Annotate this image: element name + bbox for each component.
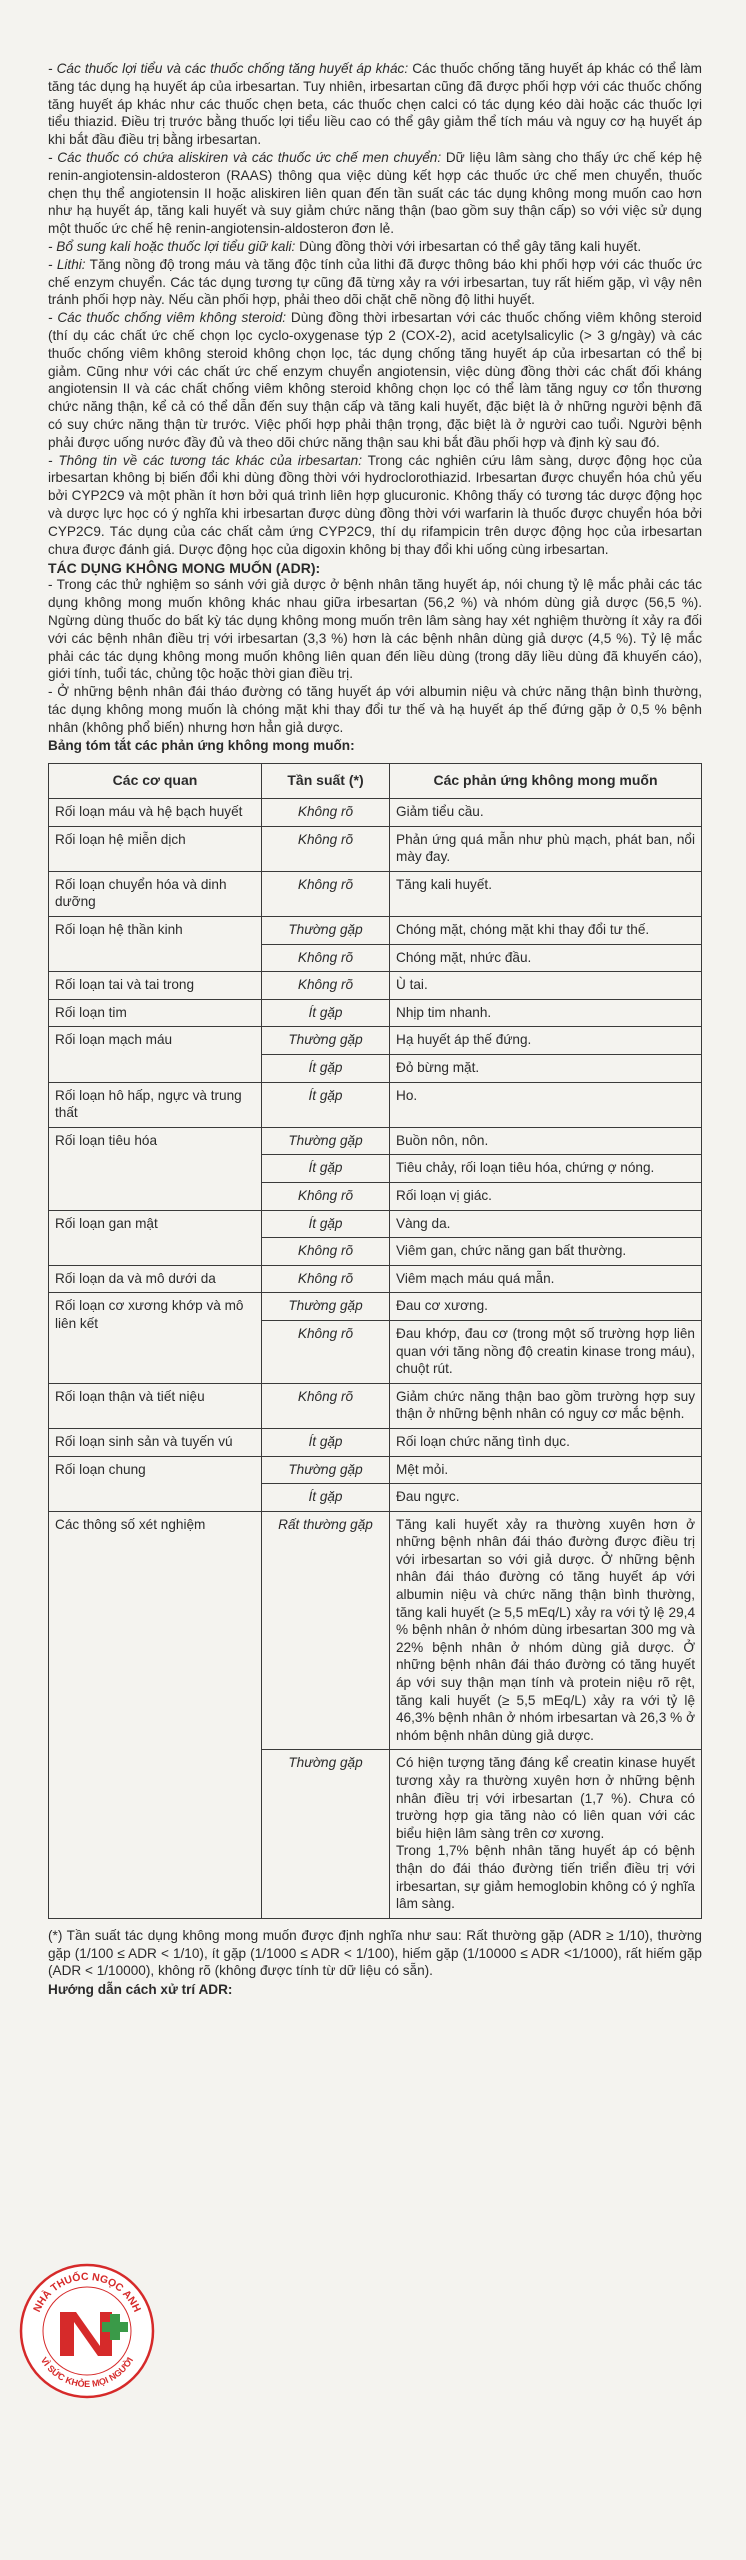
- reaction-cell: Đau ngực.: [390, 1484, 702, 1512]
- frequency-cell: Không rõ: [262, 871, 390, 916]
- organ-cell: Rối loạn hệ thần kinh: [49, 917, 262, 972]
- reaction-paragraph: Có hiện tượng tăng đáng kể creatin kinase huyết tương xảy ra thường xuyên hơn ở những bệnh nhân điều trị với irbesartan (1,7 %). Chưa có trường hợp gia tăng nào có liên quan với các biểu hiện lâm sàng trên cơ xương.: [396, 1755, 695, 1841]
- table-row: [49, 999, 702, 1027]
- reaction-cell: Nhịp tim nhanh.: [390, 999, 702, 1027]
- frequency-cell: Không rõ: [262, 972, 390, 1000]
- interaction-other: - Thông tin về các tương tác khác của irbesartan: Trong các nghiên cứu lâm sàng, dược động học của irbesartan không bị biến đổi khi dùng đồng thời với hydroclorothiazid. Irbesartan được chuyển hóa chủ yếu bởi CYP2C9 và một phần ít hơn bởi quá trình liên hợp glucuronic. Không thấy có tương tác dược động học và dược lực học có ý nghĩa khi irbesartan được dùng đồng thời với warfarin là thuốc được chuyển hóa bởi CYP2C9. Tác dụng của các chất cảm ứng CYP2C9, thí dụ rifampicin trên dược động học của irbesartan chưa được đánh giá. Dược động học của digoxin không bị thay đổi khi uống cùng irbesartan.: [48, 452, 702, 557]
- frequency-footnote: (*) Tần suất tác dụng không mong muốn được định nghĩa như sau: Rất thường gặp (ADR ≥ 1/10), thường gặp (1/100 ≤ ADR < 1/10), ít gặp (1/1000 ≤ ADR < 1/100), hiếm gặp (1/10000 ≤ ADR <1/1000), rất hiếm gặp (ADR < 1/10000), không rõ (không được tính từ dữ liệu có sẵn).: [48, 1927, 702, 1979]
- table-row: [49, 917, 702, 945]
- frequency-cell: Không rõ: [262, 1383, 390, 1428]
- frequency-cell: Thường gặp: [262, 917, 390, 945]
- reaction-cell: Chóng mặt, nhức đầu.: [390, 944, 702, 972]
- table-row: [49, 1383, 702, 1428]
- frequency-cell: Ít gặp: [262, 1082, 390, 1127]
- frequency-cell: Không rõ: [262, 1265, 390, 1293]
- organ-cell: Rối loạn máu và hệ bạch huyết: [49, 799, 262, 827]
- table-row: [49, 1265, 702, 1293]
- organ-cell: Các thông số xét nghiệm: [49, 1511, 262, 1918]
- reaction-cell: Tiêu chảy, rối loạn tiêu hóa, chứng ợ nóng.: [390, 1155, 702, 1183]
- column-header-frequency: Tần suất (*): [262, 764, 390, 799]
- adr-table-header: [49, 764, 702, 799]
- reaction-cell: Hạ huyết áp thế đứng.: [390, 1027, 702, 1055]
- table-row: [49, 1511, 702, 1750]
- frequency-cell: Rất thường gặp: [262, 1511, 390, 1750]
- frequency-cell: Ít gặp: [262, 1210, 390, 1238]
- frequency-cell: Thường gặp: [262, 1456, 390, 1484]
- frequency-cell: Không rõ: [262, 1182, 390, 1210]
- adr-table: [48, 763, 702, 1918]
- frequency-cell: Không rõ: [262, 799, 390, 827]
- reaction-cell: [390, 1750, 702, 1918]
- pharmacy-logo: [16, 2260, 158, 2402]
- frequency-cell: Không rõ: [262, 826, 390, 871]
- frequency-cell: Ít gặp: [262, 1055, 390, 1083]
- reaction-cell: Rối loạn chức năng tình dục.: [390, 1428, 702, 1456]
- reaction-cell: Đau khớp, đau cơ (trong một số trường hợp liên quan với tăng nồng độ creatin kinase trong máu), chuột rút.: [390, 1320, 702, 1383]
- table-row: [49, 1027, 702, 1055]
- organ-cell: Rối loạn hô hấp, ngực và trung thất: [49, 1082, 262, 1127]
- table-row: [49, 799, 702, 827]
- interaction-aliskiren: - Các thuốc có chứa aliskiren và các thuốc ức chế men chuyển: Dữ liệu lâm sàng cho thấy ức chế kép hệ renin-angiotensin-aldosteron (RAAS) thông qua việc dùng kết hợp các thuốc ức chế men chuyển, thuốc chẹn thụ thể angiotensin II hoặc aliskiren liên quan đến tần suất các tác dụng không mong muốn cao hơn như hạ huyết áp, tăng kali huyết và suy giảm chức năng thận (bao gồm suy thận cấp) so với việc sử dụng một thuốc ức chế hệ renin-angiotensin-aldosteron đơn lẻ.: [48, 149, 702, 237]
- reaction-cell: Tăng kali huyết xảy ra thường xuyên hơn ở những bệnh nhân đái tháo đường được điều trị với irbesartan so với giả dược. Ở những bệnh nhân đái tháo đường có tăng huyết áp với albumin niệu và chức năng thận bình thường, tăng kali huyết (≥ 5,5 mEq/L) xảy ra với tỷ lệ 29,4 % bệnh nhân ở nhóm dùng irbesartan 300 mg và 22% bệnh nhân ở nhóm dùng giả dược. Ở những bệnh nhân đái tháo đường có tăng huyết áp với suy thận mạn tính và protein niệu rõ rệt, tăng kali huyết (≥ 5,5 mEq/L) xảy ra với tỷ lệ 46,3% bệnh nhân ở nhóm irbesartan và 26,3 % ở nhóm bệnh nhân dùng giả dược.: [390, 1511, 702, 1750]
- organ-cell: Rối loạn da và mô dưới da: [49, 1265, 262, 1293]
- adr-heading: TÁC DỤNG KHÔNG MONG MUỐN (ADR):: [48, 560, 321, 577]
- organ-cell: Rối loạn cơ xương khớp và mô liên kết: [49, 1293, 262, 1383]
- frequency-cell: Thường gặp: [262, 1293, 390, 1321]
- organ-cell: Rối loạn tiêu hóa: [49, 1127, 262, 1210]
- reaction-cell: Mệt mỏi.: [390, 1456, 702, 1484]
- table-row: [49, 972, 702, 1000]
- frequency-cell: Không rõ: [262, 1238, 390, 1266]
- frequency-cell: Thường gặp: [262, 1750, 390, 1918]
- frequency-cell: Ít gặp: [262, 999, 390, 1027]
- reaction-cell: Ù tai.: [390, 972, 702, 1000]
- organ-cell: Rối loạn mạch máu: [49, 1027, 262, 1082]
- adr-guide-heading: Hướng dẫn cách xử trí ADR:: [48, 1982, 233, 1998]
- table-row: [49, 1082, 702, 1127]
- adr-table-title: Bảng tóm tắt các phản ứng không mong muốn:: [48, 738, 355, 754]
- column-header-organ: Các cơ quan: [49, 764, 262, 799]
- table-row: [49, 1293, 702, 1321]
- reaction-cell: Đau cơ xương.: [390, 1293, 702, 1321]
- frequency-cell: Không rõ: [262, 944, 390, 972]
- frequency-cell: Thường gặp: [262, 1127, 390, 1155]
- organ-cell: Rối loạn chung: [49, 1456, 262, 1511]
- column-header-reaction: Các phản ứng không mong muốn: [390, 764, 702, 799]
- logo-top-text: NHÀ THUỐC NGỌC ANH: [31, 2270, 143, 2315]
- interaction-diuretics: - Các thuốc lợi tiểu và các thuốc chống tăng huyết áp khác: Các thuốc chống tăng huyết áp khác có thể làm tăng tác dụng hạ huyết áp của irbesartan. Tuy nhiên, irbesartan cũng đã được phối hợp với các thuốc chống tăng huyết áp khác như các thuốc chẹn beta, các thuốc chẹn calci có tác dụng kéo dài hoặc các thuốc lợi tiểu thiazid. Điều trị trước bằng thuốc lợi tiểu liều cao có thể gây giảm thể tích máu và nguy cơ hạ huyết áp khi bắt đầu điều trị bằng irbesartan.: [48, 61, 702, 148]
- reaction-cell: Giảm chức năng thận bao gồm trường hợp suy thận ở những bệnh nhân có nguy cơ mắc bệnh.: [390, 1383, 702, 1428]
- reaction-paragraph: Trong 1,7% bệnh nhân tăng huyết áp có bệnh thận do đái tháo đường tiến triển điều trị với irbesartan, sự giảm hemoglobin không có ý nghĩa lâm sàng.: [396, 1843, 695, 1912]
- reaction-cell: Buồn nôn, nôn.: [390, 1127, 702, 1155]
- logo-bottom-text: VÌ SỨC KHỎE MỌI NGƯỜI: [38, 2355, 136, 2390]
- reaction-cell: Viêm mạch máu quá mẫn.: [390, 1265, 702, 1293]
- adr-paragraph-1: - Trong các thử nghiệm so sánh với giả dược ở bệnh nhân tăng huyết áp, nói chung tỷ lệ mắc phải các tác dụng không mong muốn không khác nhau giữa irbesartan (56,2 %) và nhóm dùng giả dược (56,5 %). Ngừng dùng thuốc do bất kỳ tác dụng không mong muốn trên lâm sàng hay xét nghiệm thường ít xảy ra đối với các bệnh nhân điều trị với irbesartan (3,3 %) hơn là các bệnh nhân dùng giả dược (4,5 %). Tỷ lệ mắc phải các tác dụng không mong muốn không liên quan đến liều dùng (trong dãy liều dùng đã khuyến cáo), giới tính, tuổi tác, chủng tộc hoặc thời gian điều trị.: [48, 577, 702, 682]
- organ-cell: Rối loạn chuyển hóa và dinh dưỡng: [49, 871, 262, 916]
- table-row: [49, 1210, 702, 1238]
- table-row: [49, 1456, 702, 1484]
- adr-table-body: [49, 799, 702, 1919]
- organ-cell: Rối loạn thận và tiết niệu: [49, 1383, 262, 1428]
- reaction-cell: Viêm gan, chức năng gan bất thường.: [390, 1238, 702, 1266]
- leaflet-page: [48, 60, 702, 1997]
- reaction-cell: Rối loạn vị giác.: [390, 1182, 702, 1210]
- frequency-cell: Ít gặp: [262, 1428, 390, 1456]
- organ-cell: Rối loạn hệ miễn dịch: [49, 826, 262, 871]
- interaction-nsaid: - Các thuốc chống viêm không steroid: Dùng đồng thời irbesartan với các thuốc chống viêm không steroid (thí dụ các chất ức chế chọn lọc cyclo-oxygenase týp 2 (COX-2), acid acetylsalicylic (> 3 g/ngày) và các thuốc chống viêm không steroid không chọn lọc, tác dụng chống tăng huyết áp của irbesartan có thể bị giảm. Cũng như với các chất ức chế enzym chuyển angiotensin, việc dùng đồng thời các chất đối kháng angiotensin II và các chất chống viêm không steroid không chọn lọc có thể làm tăng nguy cơ tổn thương chức năng thận, kể cả có thể dẫn đến suy thận cấp và tăng kali huyết, đặc biệt là ở những người bệnh đã có suy chức năng thận từ trước. Việc phối hợp phải thận trọng, đặc biệt là ở người cao tuổi. Người bệnh phải được uống nước đầy đủ và theo dõi chức năng thận sau khi bắt đầu phối hợp và định kỳ sau đó.: [48, 310, 702, 450]
- interaction-lithium: - Lithi: Tăng nồng độ trong máu và tăng độc tính của lithi đã được thông báo khi phối hợp với các thuốc ức chế enzym chuyển. Các tác dụng tương tự cũng đã từng xảy ra với irbesartan, tuy rất hiếm gặp, vì vậy nên tránh phối hợp này. Nếu cần phối hợp, phải theo dõi chặt chẽ nồng độ lithi huyết.: [48, 256, 702, 308]
- adr-paragraph-2: - Ở những bệnh nhân đái tháo đường có tăng huyết áp với albumin niệu và chức năng thận bình thường, tác dụng không mong muốn là chóng mặt khi thay đổi tư thế và hạ huyết áp thế đứng gặp ở 0,5 % bệnh nhân (không phổ biến) nhưng hơn hẳn giả dược.: [48, 684, 702, 735]
- organ-cell: Rối loạn gan mật: [49, 1210, 262, 1265]
- table-row: [49, 826, 702, 871]
- reaction-cell: Đỏ bừng mặt.: [390, 1055, 702, 1083]
- organ-cell: Rối loạn tai và tai trong: [49, 972, 262, 1000]
- frequency-cell: Ít gặp: [262, 1484, 390, 1512]
- logo-cross-vertical-icon: [110, 2314, 120, 2340]
- reaction-cell: Phản ứng quá mẫn như phù mạch, phát ban, nổi mày đay.: [390, 826, 702, 871]
- table-row: [49, 1428, 702, 1456]
- table-row: [49, 1127, 702, 1155]
- frequency-cell: Không rõ: [262, 1320, 390, 1383]
- organ-cell: Rối loạn sinh sản và tuyến vú: [49, 1428, 262, 1456]
- reaction-cell: Ho.: [390, 1082, 702, 1127]
- interaction-potassium: - Bổ sung kali hoặc thuốc lợi tiểu giữ kali: Dùng đồng thời với irbesartan có thể gây tăng kali huyết.: [48, 238, 642, 254]
- table-row: [49, 871, 702, 916]
- organ-cell: Rối loạn tim: [49, 999, 262, 1027]
- reaction-cell: Chóng mặt, chóng mặt khi thay đổi tư thế.: [390, 917, 702, 945]
- reaction-cell: Giảm tiểu cầu.: [390, 799, 702, 827]
- frequency-cell: Ít gặp: [262, 1155, 390, 1183]
- frequency-cell: Thường gặp: [262, 1027, 390, 1055]
- reaction-cell: Tăng kali huyết.: [390, 871, 702, 916]
- reaction-cell: Vàng da.: [390, 1210, 702, 1238]
